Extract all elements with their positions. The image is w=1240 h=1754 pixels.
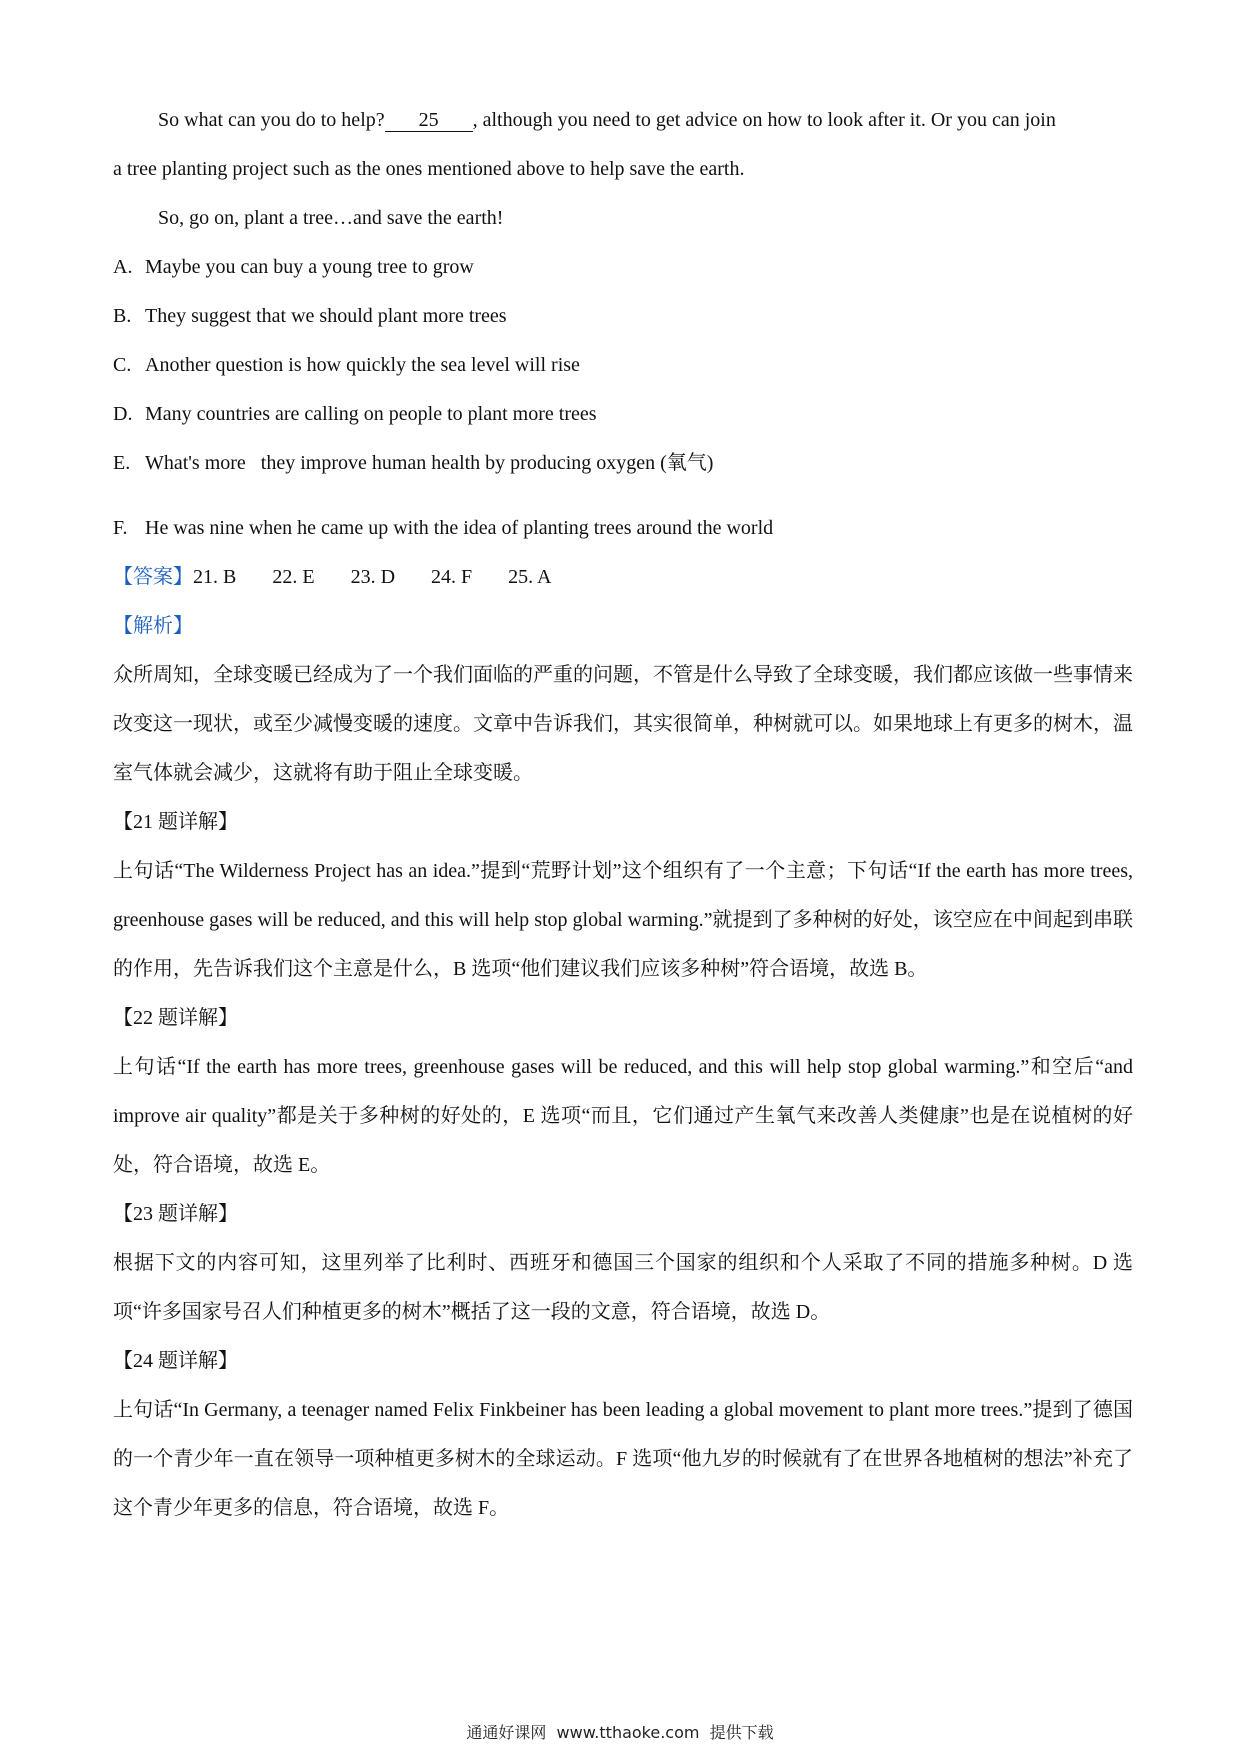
- passage-paragraph-1: [113, 96, 1133, 145]
- answer-blank-25: 25: [385, 109, 473, 132]
- option-letter: D.: [113, 403, 133, 425]
- option-text: He was nine when he came up with the idea of planting trees around the world: [145, 517, 774, 539]
- option-letter: B.: [113, 305, 132, 327]
- option-text: Another question is how quickly the sea level will rise: [145, 354, 580, 376]
- passage-paragraph-1-cont: a tree planting project such as the ones mentioned above to help save the earth.: [113, 158, 745, 180]
- option-d: [113, 390, 1133, 439]
- answer-item: 25. A: [508, 566, 552, 588]
- detail-22-heading: 【22 题详解】: [113, 1007, 238, 1029]
- answer-item: 21. B: [193, 566, 237, 588]
- passage-text: So what can you do to help?: [158, 109, 385, 131]
- option-c: [113, 341, 1133, 390]
- option-b: [113, 292, 1133, 341]
- option-text: What's more they improve human health by producing oxygen (氧气): [145, 452, 714, 474]
- answer-item: 22. E: [272, 566, 315, 588]
- detail-22-text: 上句话“If the earth has more trees, greenhouse gases will be reduced, and this will help stop global warming.”和空后“and improve air quality”都是关于多种树的好处的，E 选项“而且，它们通过产生氧气来改善人类健康”也是在说植树的好处，符合语境，故选 E。: [113, 1056, 1133, 1176]
- option-e: [113, 439, 1133, 488]
- analysis-text: 众所周知，全球变暖已经成为了一个我们面临的严重的问题，不管是什么导致了全球变暖，我们都应该做一些事情来改变这一现状，或至少减慢变暖的速度。文章中告诉我们，其实很简单，种树就可以。如果地球上有更多的树木，温室气体就会减少，这就将有助于阻止全球变暖。: [113, 664, 1133, 784]
- detail-23-heading: 【23 题详解】: [113, 1203, 238, 1225]
- detail-21-text: 上句话“The Wilderness Project has an idea.”提到“荒野计划”这个组织有了一个主意；下句话“If the earth has more trees, greenhouse gases will be reduced, and this will help stop global warming.”就提到了多种树的好处，该空应在中间起到串联的作用，先告诉我们这个主意是什么，B 选项“他们建议我们应该多种树”符合语境，故选 B。: [113, 860, 1133, 980]
- option-letter: C.: [113, 354, 132, 376]
- analysis-label: 【解析】: [113, 615, 193, 637]
- detail-24-text: 上句话“In Germany, a teenager named Felix Finkbeiner has been leading a global movement to plant more trees.”提到了德国的一个青少年一直在领导一项种植更多树木的全球运动。F 选项“他九岁的时候就有了在世界各地植树的想法”补充了这个青少年更多的信息，符合语境，故选 F。: [113, 1399, 1133, 1519]
- page-footer: 通通好课网 www.tthaoke.com 提供下载: [466, 1723, 774, 1742]
- option-text: Maybe you can buy a young tree to grow: [145, 256, 474, 278]
- options-list: [113, 243, 1133, 553]
- detail-21-heading: 【21 题详解】: [113, 811, 238, 833]
- detail-24-heading: 【24 题详解】: [113, 1350, 238, 1372]
- detail-23-text: 根据下文的内容可知，这里列举了比利时、西班牙和德国三个国家的组织和个人采取了不同的措施多种树。D 选项“许多国家号召人们种植更多的树木”概括了这一段的文意，符合语境，故选 D。: [113, 1252, 1133, 1323]
- answer-label: 【答案】: [113, 566, 193, 588]
- document-page: [113, 96, 1133, 1533]
- option-letter: A.: [113, 256, 133, 278]
- passage-text: , although you need to get advice on how to look after it. Or you can join: [472, 109, 1056, 131]
- option-f: [113, 504, 1133, 553]
- answer-item: 24. F: [431, 566, 473, 588]
- option-text: They suggest that we should plant more trees: [145, 305, 507, 327]
- option-a: [113, 243, 1133, 292]
- option-letter: F.: [113, 517, 128, 539]
- answer-key: [113, 553, 1133, 602]
- passage-paragraph-2: So, go on, plant a tree…and save the earth!: [158, 207, 504, 229]
- answer-item: 23. D: [350, 566, 396, 588]
- option-letter: E.: [113, 452, 131, 474]
- option-text: Many countries are calling on people to plant more trees: [145, 403, 597, 425]
